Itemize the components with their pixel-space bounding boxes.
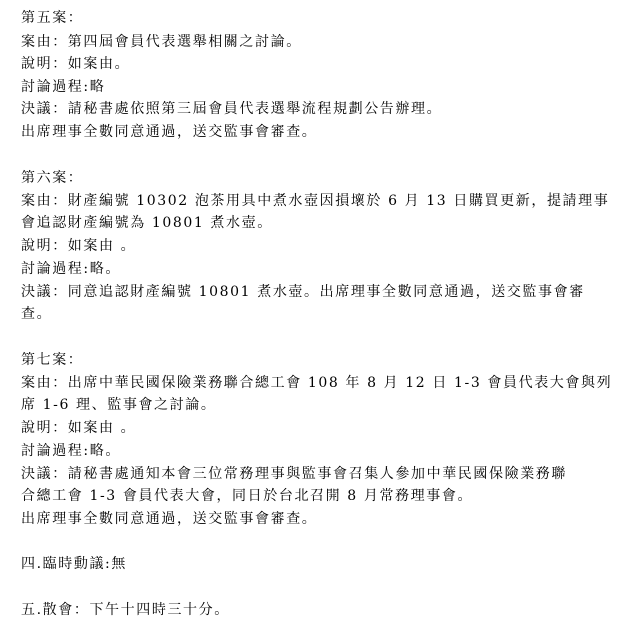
case7-approval: 出席理事全數同意通過，送交監事會審查。 [21, 511, 318, 527]
case5-approval: 出席理事全數同意通過，送交監事會審查。 [21, 124, 318, 140]
case6-subject-line1: 案由：財產編號 10302 泡茶用具中煮水壺因損壞於 6 月 13 日購買更新，提請理事 [21, 193, 610, 209]
section-extempore-motion: 四.臨時動議:無 [21, 556, 127, 572]
case5-explanation: 說明：如案由。 [21, 56, 131, 72]
case5-subject: 案由：第四屆會員代表選舉相關之討論。 [21, 34, 302, 50]
case5-heading: 第五案： [21, 10, 84, 26]
case6-explanation: 說明：如案由 。 [21, 238, 137, 254]
case6-heading: 第六案： [21, 170, 84, 186]
case6-resolution-line2: 查。 [21, 306, 53, 322]
case7-subject-line1: 案由：出席中華民國保險業務聯合總工會 108 年 8 月 12 日 1-3 會員代表大會與列 [21, 375, 613, 391]
case7-subject-line2: 席 1-6 理、監事會之討論。 [21, 397, 217, 413]
case7-explanation: 說明：如案由 。 [21, 420, 137, 436]
case6-discussion: 討論過程:略。 [21, 261, 121, 277]
case7-heading: 第七案： [21, 352, 84, 368]
case7-resolution-line2: 合總工會 1-3 會員代表大會，同日於台北召開 8 月常務理事會。 [21, 488, 474, 504]
case6-resolution-line1: 決議：同意追認財產編號 10801 煮水壺。出席理事全數同意通過，送交監事會審 [21, 284, 585, 300]
case7-discussion: 討論過程:略。 [21, 443, 121, 459]
case7-resolution-line1: 決議：請秘書處通知本會三位常務理事與監事會召集人參加中華民國保險業務聯 [21, 466, 567, 482]
case5-discussion: 討論過程:略 [21, 79, 106, 95]
case6-subject-line2: 會追認財產編號為 10801 煮水壺。 [21, 215, 273, 231]
section-adjournment: 五.散會：下午十四時三十分。 [21, 602, 230, 618]
case5-resolution: 決議：請秘書處依照第三屆會員代表選舉流程規劃公告辦理。 [21, 101, 443, 117]
